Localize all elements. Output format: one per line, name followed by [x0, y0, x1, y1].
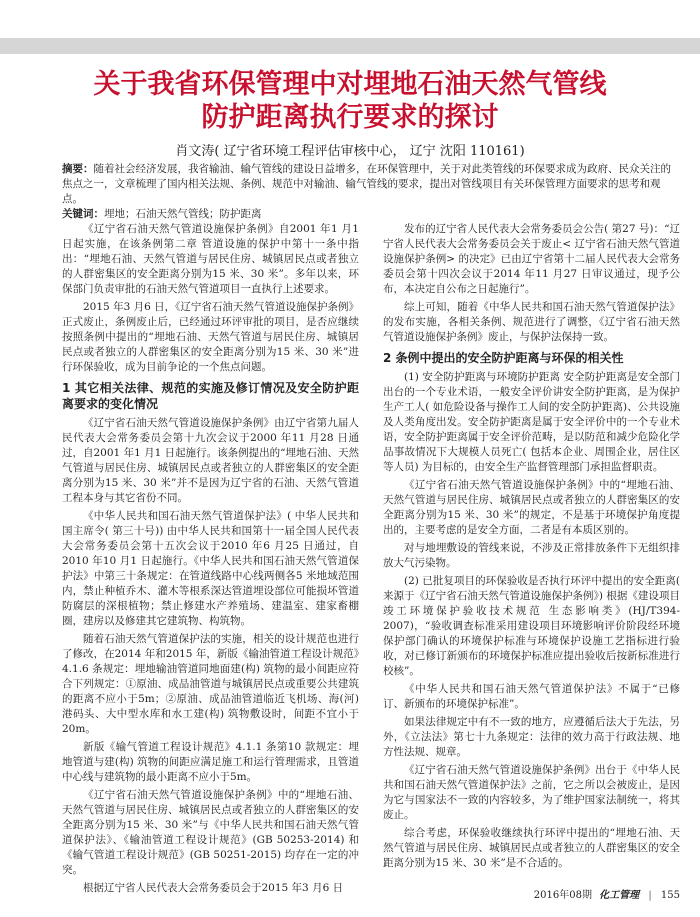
paragraph: 2015 年3 月6 日，《辽宁省石油天然气管道设施保护条例》正式废止，条例废止后，已经通过环评审批的项目，是否应继续按照条例中提出的“埋地石油、天然气管道与居民住房、城镇居民点或者独立的人群密集区的安全距离分别为15 米、30 米”进行环保验收，成为目前争论的一个焦点问题。 [62, 301, 359, 373]
paragraph: 发布的辽宁省人民代表大会常务委员会公告( 第27 号)：“辽宁省人民代表大会常务委员会关于废止< 辽宁省石油天然气管道设施保护条例> 的决定》已由辽宁省第十二届人民代表大会常务委员会第十四次会议于2014 年11 月27 日审议通过，现予公布，本决定自公布之日起施行”。 [383, 223, 680, 295]
paragraph: 《中华人民共和国石油天然气管道保护法》( 中华人民共和国主席令( 第三十号)) 由中华人民共和国第十一届全国人民代表大会常务委员会第十五次会议于2010 年6 月25 日通过，自2010 年10 月1 日起施行。《中华人民共和国石油天然气管道保护法》中第三十条规定：在管道线路中心线两侧各5 米地域范围内，禁止种植乔木、灌木等根系深达管道埋设部位可能损坏管道防腐层的深根植物；禁止修建水产养殖场、建温室、建家畜棚圈，建房以及修建其它建筑物、构筑物。 [62, 510, 359, 627]
section-heading-1: 1 其它相关法律、规范的实施及修订情况及安全防护距离要求的变化情况 [62, 381, 359, 411]
paragraph: 综上可知，随着《中华人民共和国石油天然气管道保护法》的发布实施，各相关条例、规范进行了调整，《辽宁省石油天然气管道设施保护条例》废止，与保护法保持一致。 [383, 301, 680, 343]
paragraph: 根据辽宁省人民代表大会常务委员会于2015 年3 月6 日 [83, 882, 344, 894]
keywords-label: 关键词： [62, 208, 104, 220]
paragraph: 《辽宁省石油天然气管道设施保护条例》中的“埋地石油、天然气管道与居民住房、城镇居民点或者独立的人群密集区的安全距离分别为15 米、30 米”的规定，不是基于环境保护角度提出的，主要考虑的是安全方面，二者是有本质区别的。 [383, 479, 680, 536]
paragraph: 综合考虑，环保验收继续执行环评中提出的“埋地石油、天然气管道与居民住房、城镇居民点或者独立的人群密集区的安全距离分别为15 米、30 米”是不合适的。 [383, 827, 680, 869]
keywords-text: 埋地；石油天然气管线；防护距离 [104, 208, 262, 220]
paragraph: 随着石油天然气管道保护法的实施，相关的设计规范也进行了修改，在2014 年和2015 年，新版《输油管道工程设计规范》4.1.6 条规定：埋地输油管道同地面建(构) 筑物的最小间距应符合下列规定：①原油、成品油管道与城镇居民点或重要公共建筑的距离不应小于5m；②原油、成品油管道临近飞机场、海(河) 港码头、大中型水库和水工建(构) 筑物敷设时，间距不宜小于20m。 [62, 633, 359, 735]
footer-divider: | [648, 890, 652, 901]
issue-label: 2016年08期 [533, 890, 592, 901]
paragraph: 新版《输气管道工程设计规范》4.1.1 条第10 款规定：埋地管道与建(构) 筑物的间距应满足施工和运行管理需求，且管道中心线与建筑物的最小距离不应小于5m。 [62, 741, 359, 783]
abstract-block [62, 162, 680, 222]
page-footer [534, 886, 680, 901]
left-column [62, 222, 359, 899]
paragraph: 《辽宁省石油天然气管道设施保护条例》由辽宁省第九届人民代表大会常务委员会第十九次会议于2000 年11 月28 日通过，自2001 年1 月1 日起施行。该条例提出的“埋地石油、天然气管道与居民住房、城镇居民点或者独立的人群密集区的安全距离分别为15 米、30 米”并不是因为辽宁省的石油、天然气管道工程本身与其它省份不同。 [62, 417, 359, 504]
journal-name: 化工管理 [599, 890, 640, 901]
paragraph: 对与地埋敷设的管线来说，不涉及正常排放条件下无组织排放大气污染物。 [383, 542, 680, 569]
abstract-label: 摘要： [62, 163, 94, 175]
right-column [383, 222, 680, 874]
paper-title [0, 68, 700, 134]
page-number: 155 [660, 890, 680, 901]
paragraph: 如果法律规定中有不一致的地方，应遵循后法大于先法，另外，《立法法》第七十九条规定：法律的效力高于行政法规、地方性法规、规章。 [383, 716, 680, 758]
section-heading-2: 2 条例中提出的安全防护距离与环保的相关性 [383, 351, 624, 365]
title-line-1: 关于我省环保管理中对埋地石油天然气管线 [93, 69, 607, 100]
keywords [62, 207, 680, 222]
paragraph: 《辽宁省石油天然气管道设施保护条例》自2001 年1 月1 日起实施，在该条例第二章 管道设施的保护中第十一条中指出：“埋地石油、天然气管道与居民住房、城镇居民点或者独立的人群密集区的安全距离分别为15 米、30 米”。多年以来，环保部门负责审批的石油天然气管道项目一直执行上述要求。 [62, 223, 359, 295]
author-line: 肖文涛( 辽宁省环境工程评估审核中心， 辽宁 沈阳 110161) [175, 144, 525, 159]
paragraph: (1) 安全防护距离与环境防护距离 安全防护距离是安全部门出台的一个专业术语，一般安全评价讲安全防护距离，是为保护生产工人( 如危险设备与操作工人间的安全防护距离)、公共设施及人类角度出发。安全防护距离是属于安全评价中的一个专业术语，安全防护距离属于安全评价范畴，是以防范和减少危险化学品事故情况下大规模人员死亡( 包括本企业、周围企业，居住区等人员) 为目标的，由安全生产监督管理部门承担监督职责。 [383, 371, 680, 473]
paragraph: 《中华人民共和国石油天然气管道保护法》不属于“已修订、新颁布的环境保护标准”。 [383, 683, 680, 710]
header-bar [0, 38, 700, 54]
paragraph: 《辽宁省石油天然气管道设施保护条例》中的“埋地石油、天然气管道与居民住房、城镇居民点或者独立的人群密集区的安全距离分别为15 米、30 米”与《中华人民共和国石油天然气管道保护法》、《输油管道工程设计规范》(GB 50253-2014) 和《输气管道工程设计规范》(GB 50251-2015) 均存在一定的冲突。 [62, 789, 359, 876]
abstract-text: 随着社会经济发展，我省输油、输气管线的建设日益增多，在环保管理中，关于对此类管线的环保要求成为政府、民众关注的焦点之一，文章梳理了国内相关法规、条例、规范中对输油、输气管线的要求，提出对管线项目有关环保管理方面要求的思考和观点。 [62, 163, 671, 205]
abstract [62, 162, 680, 207]
paragraph: 《辽宁省石油天然气管道设施保护条例》出台于《中华人民共和国石油天然气管道保护法》之前，它之所以会被废止，是因为它与国家法不一致的内容较多，为了维护国家法制统一，将其废止。 [383, 764, 680, 821]
paragraph: (2) 已批复项目的环保验收是否执行环评中提出的安全距离( 来源于《辽宁省石油天然气管道设施保护条例》) 根据《建设项目竣工环境保护验收技术规范 生态影响类》(HJ/T394-2007)，“验收调查标准采用建设项目环境影响评价阶段经环境保护部门确认的环境保护标准与环境保护设施工艺指标进行验收，对已修订新颁布的环境保护标准应提出验收后按新标准进行校核”。 [383, 575, 680, 677]
title-line-2: 防护距离执行要求的探讨 [201, 102, 499, 133]
